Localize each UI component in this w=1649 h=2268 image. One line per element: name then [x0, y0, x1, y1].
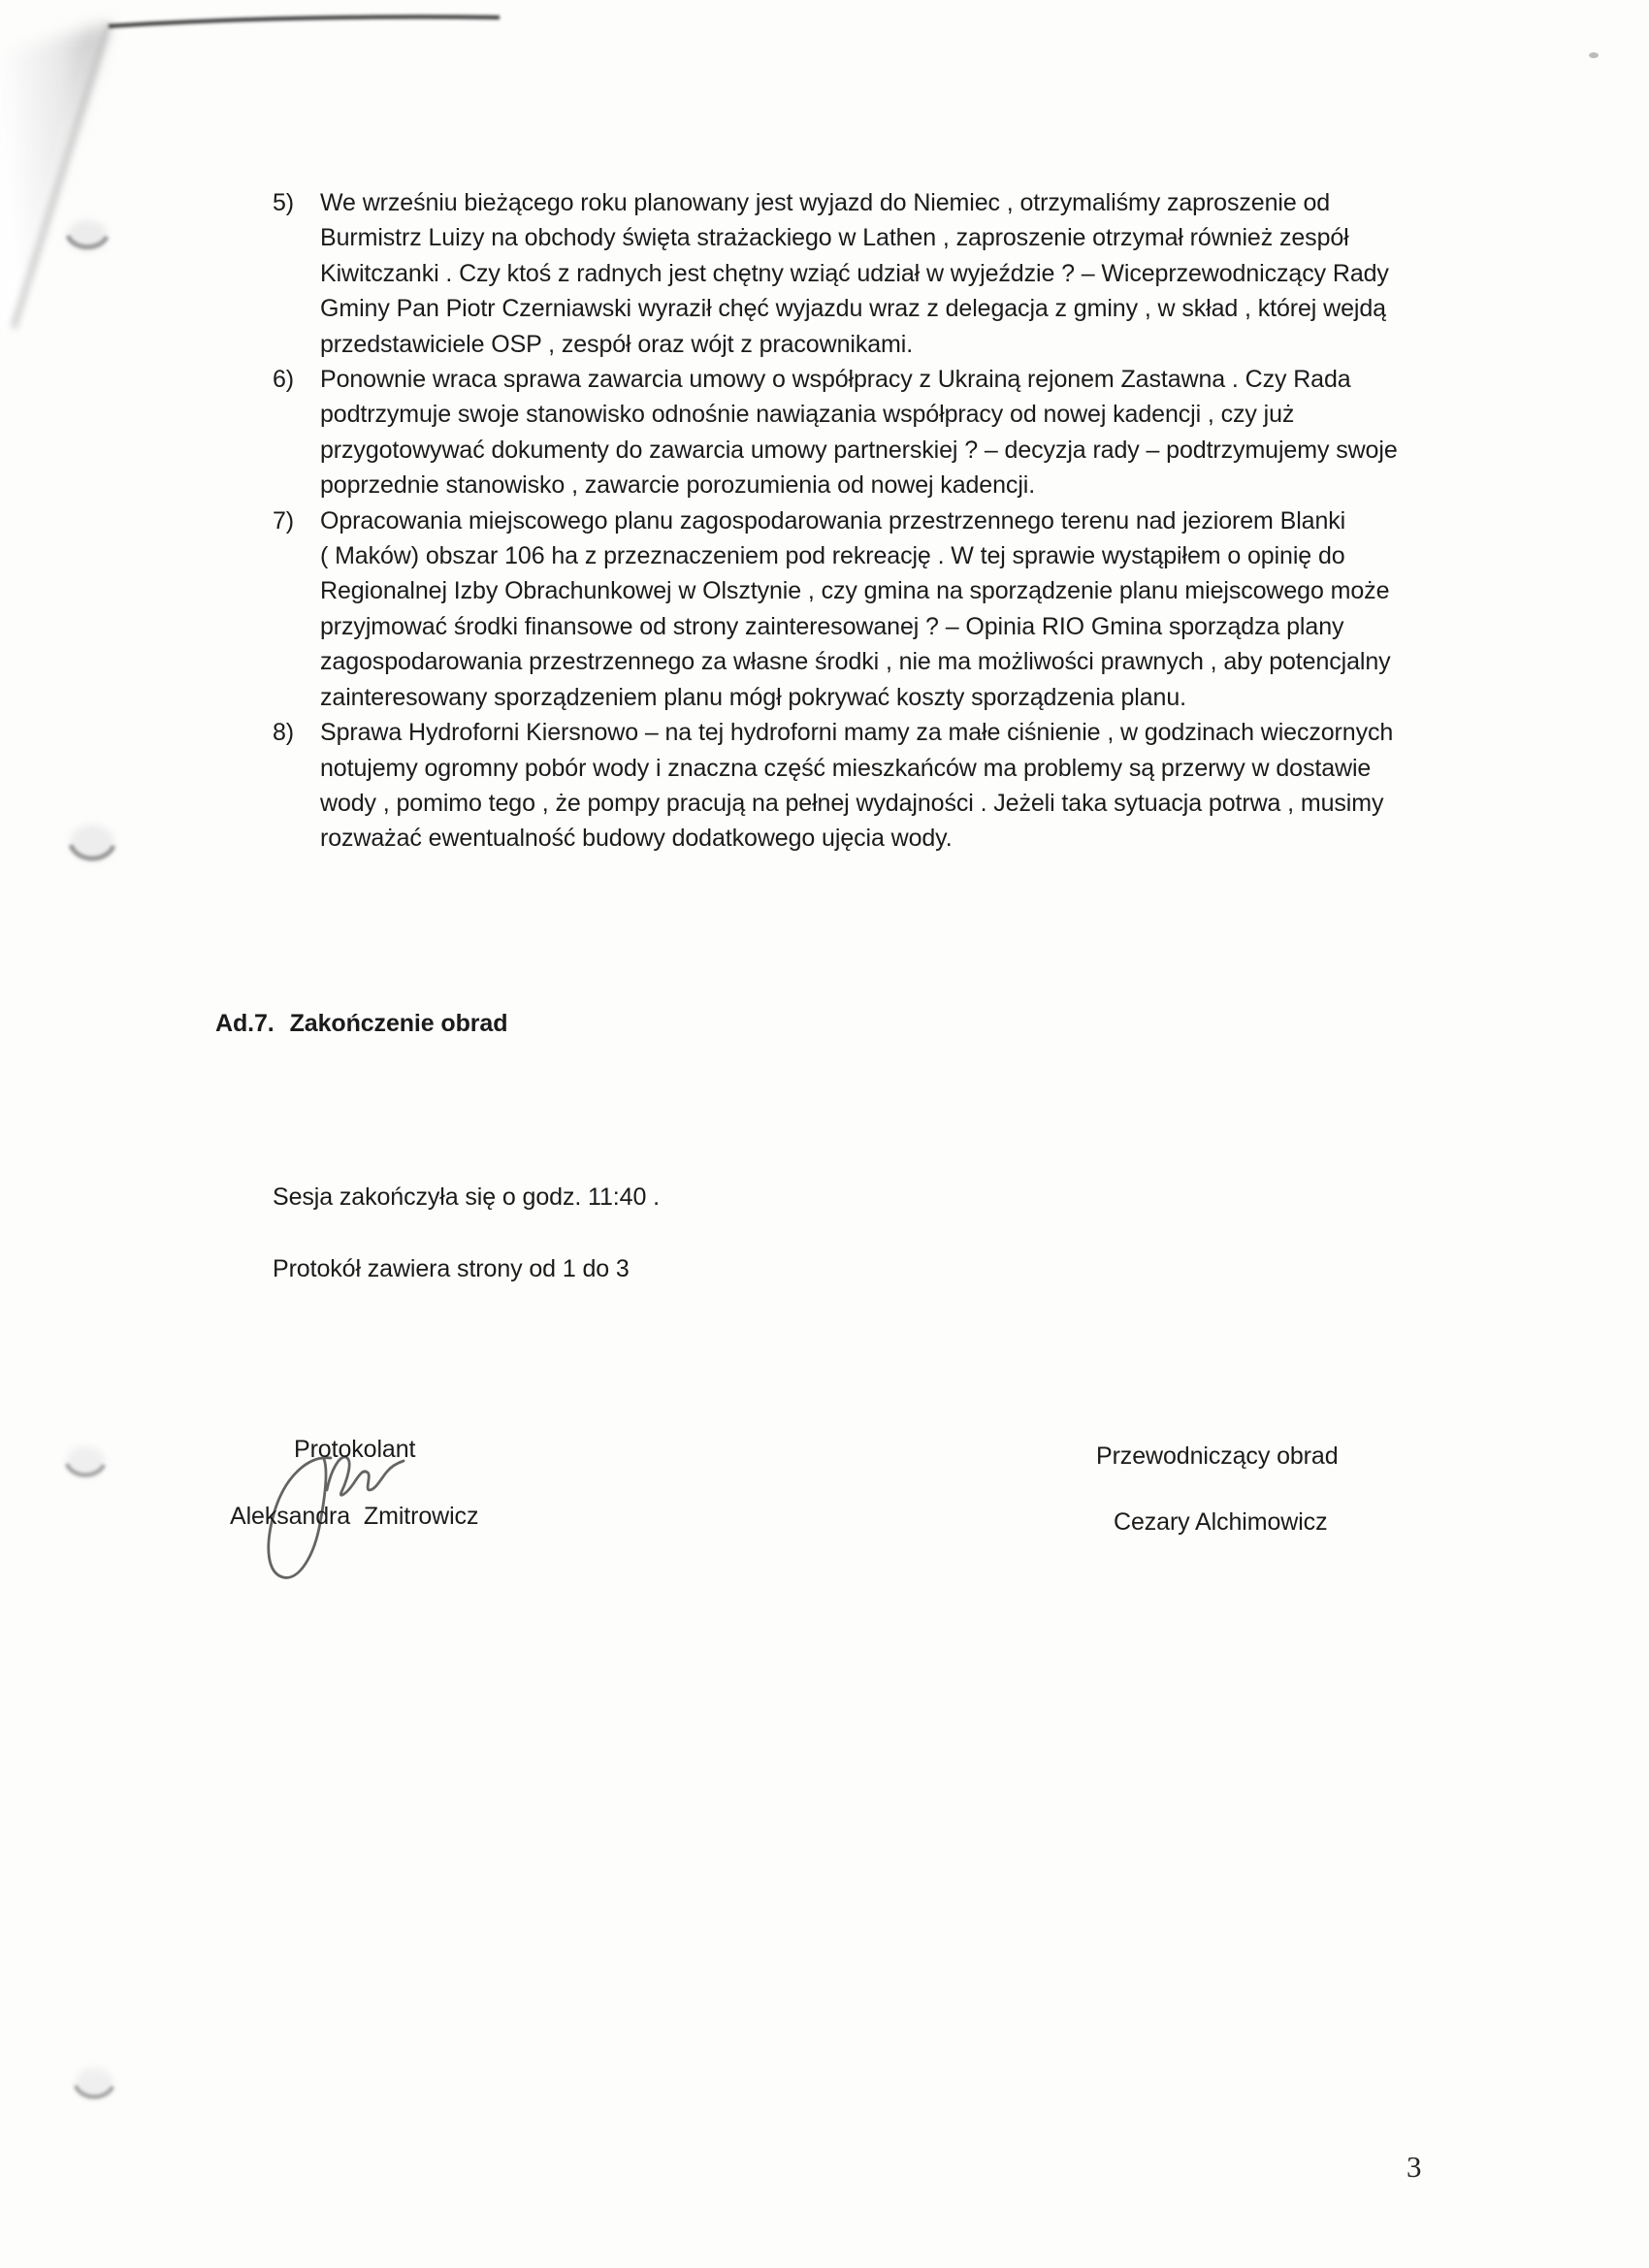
list-item-text: Opracowania miejscowego planu zagospodarowania przestrzennego terenu nad jeziorem Blanki ( Maków) obszar 106 ha z przeznaczeniem pod rekreację . W tej sprawie wystąpiłem o opinię do Regionalnej Izby Obrachunkowej w Olsztynie , czy gmina na sporządzenie planu miejscowego może przyjmować środki finansowe od strony zainteresowanej ? – Opinia RIO Gmina sporządza plany zagospodarowania przestrzennego za własne środki , nie ma możliwości prawnych , aby potencjalny zainteresowany sporządzeniem planu mógł pokrywać koszty sporządzenia planu.: [320, 506, 1391, 711]
section-heading: [215, 1006, 507, 1041]
page-number: 3: [1406, 2150, 1422, 2184]
chair-name: Cezary Alchimowicz: [1114, 1508, 1328, 1536]
pages-count-note: Protokół zawiera strony od 1 do 3: [273, 1255, 630, 1282]
list-item: [273, 362, 1451, 503]
list-item: [273, 715, 1451, 857]
section-heading-number: Ad.7.: [215, 1010, 275, 1037]
list-item-text: Ponownie wraca sprawa zawarcia umowy o współpracy z Ukrainą rejonem Zastawna . Czy Rada podtrzymuje swoje stanowisko odnośnie nawiązania współpracy od nowej kadencji , czy już przygotowywać dokumenty do zawarcia umowy partnerskiej ? – decyzja rady – podtrzymujemy swoje poprzednie stanowisko , zawarcie porozumienia od nowej kadencji.: [320, 366, 1398, 500]
list-item-number: 8): [273, 719, 295, 747]
session-end-note: Sesja zakończyła się o godz. 11:40 .: [273, 1183, 660, 1211]
list-item-number: 6): [273, 366, 295, 394]
list-item: [273, 503, 1451, 715]
recorder-name: Aleksandra Zmitrowicz: [230, 1503, 479, 1530]
chair-role-label: Przewodniczący obrad: [1096, 1442, 1339, 1470]
numbered-list: [273, 185, 1451, 857]
list-item-number: 5): [273, 189, 295, 216]
section-heading-title: Zakończenie obrad: [289, 1010, 508, 1037]
list-item-number: 7): [273, 506, 295, 535]
recorder-role-label: Protokolant: [294, 1436, 416, 1463]
list-item-text: We wrześniu bieżącego roku planowany jest wyjazd do Niemiec , otrzymaliśmy zaproszenie od Burmistrz Luizy na obchody święta strażackiego w Lathen , zaproszenie otrzymał również zespół Kiwitczanki . Czy ktoś z radnych jest chętny wziąć udział w wyjeździe ? – Wiceprzewodniczący Rady Gminy Pan Piotr Czerniawski wyraził chęć wyjazdu wraz z delegacja z gminy , w skład , której wejdą przedstawiciele OSP , zespół oraz wójt z pracownikami.: [320, 189, 1389, 358]
list-item-text: Sprawa Hydroforni Kiersnowo – na tej hydroforni mamy za małe ciśnienie , w godzinach wieczornych notujemy ogromny pobór wody i znaczna część mieszkańców ma problemy są przerwy w dostawie wody , pomimo tego , że pompy pracują na pełnej wydajności . Jeżeli taka sytuacja potrwa , musimy rozważać ewentualność budowy dodatkowego ujęcia wody.: [320, 719, 1394, 853]
list-item: [273, 185, 1451, 362]
